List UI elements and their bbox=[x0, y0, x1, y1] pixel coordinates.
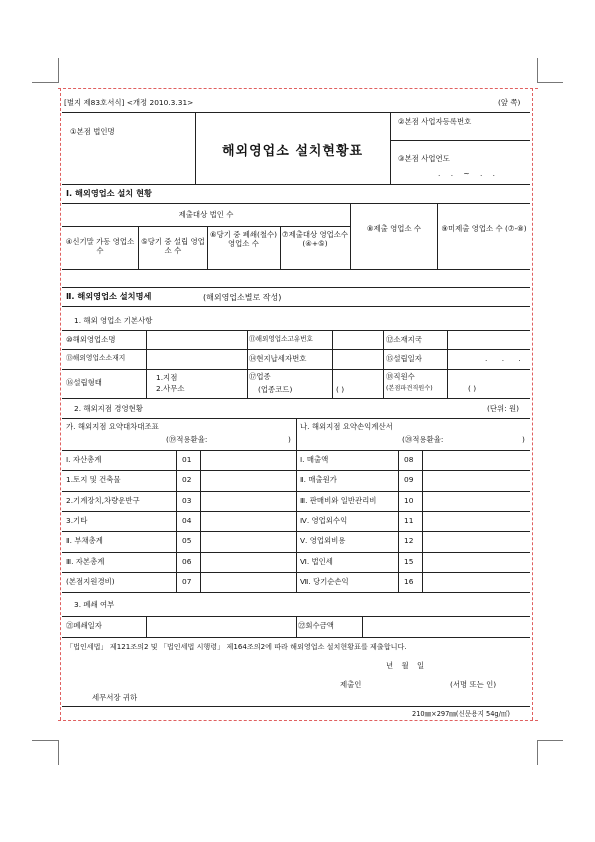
paper-spec: 210㎜×297㎜(신문용지 54g/㎡) bbox=[412, 710, 510, 718]
crop-mark bbox=[537, 740, 538, 765]
company-name-label: ①본점 법인명 bbox=[70, 127, 115, 136]
rule bbox=[62, 203, 530, 204]
page-side: (앞 쪽) bbox=[498, 98, 521, 107]
balance-sheet-rate-close: ) bbox=[288, 435, 291, 444]
field-10-label: ⑩해외영업소명 bbox=[66, 335, 116, 344]
unit-label: (단위: 원) bbox=[487, 404, 520, 413]
col-5-label: ⑤당기 중 설립 영업소 수 bbox=[141, 237, 205, 255]
section-2-heading: Ⅱ. 해외영업소 설치명세 bbox=[66, 291, 152, 301]
balance-sheet-rate: (⑲적용환율: bbox=[166, 435, 208, 444]
rule bbox=[62, 349, 530, 350]
field-17-label: ⑰업종 bbox=[249, 372, 271, 381]
income-row-label: Ⅲ. 판매비와 일반관리비 bbox=[300, 495, 377, 505]
rule bbox=[383, 330, 384, 398]
income-row-label: Ⅵ. 법인세 bbox=[300, 556, 333, 566]
field-17-paren: ( ) bbox=[336, 385, 345, 394]
rule bbox=[176, 450, 177, 592]
closure-heading: 3. 폐쇄 여부 bbox=[74, 600, 115, 609]
rule bbox=[62, 184, 530, 185]
rule bbox=[138, 226, 139, 269]
rule bbox=[146, 330, 147, 398]
balance-sheet-row-code: 03 bbox=[182, 495, 192, 505]
col-9-label: ⑨미제출 영업소 수 (⑦-⑧) bbox=[441, 224, 527, 233]
crop-mark bbox=[58, 740, 59, 765]
field-11-label: ⑪해외영업소고유번호 bbox=[249, 335, 313, 343]
rule bbox=[62, 470, 530, 471]
rule bbox=[296, 418, 297, 592]
income-row-label: Ⅶ. 당기순손익 bbox=[300, 576, 349, 586]
target-count-label: 제출대상 법인 수 bbox=[178, 210, 234, 219]
balance-sheet-title: 가. 해외지점 요약대차대조표 bbox=[66, 422, 159, 431]
rule bbox=[62, 226, 350, 227]
col-6-label: ⑥당기 중 폐쇄(철수) 영업소 수 bbox=[209, 230, 278, 248]
basic-info-heading: 1. 해외 영업소 기본사항 bbox=[74, 316, 153, 325]
submitter-label: 제출인 bbox=[340, 680, 362, 689]
fiscal-year-range: . . ~ . . bbox=[438, 169, 499, 178]
rule bbox=[62, 269, 530, 270]
field-16-label: ⑯설립형태 bbox=[66, 378, 102, 387]
form-number: [별지 제83호서식] <개정 2010.3.31> bbox=[64, 98, 194, 107]
income-row-code: 08 bbox=[404, 455, 414, 464]
income-row-label: Ⅰ. 매출액 bbox=[300, 455, 329, 464]
rule bbox=[62, 330, 530, 331]
rule bbox=[62, 572, 530, 573]
income-row-code: 10 bbox=[404, 495, 414, 505]
balance-sheet-row-label: 1.토지 및 건축물 bbox=[66, 475, 121, 485]
field-14-label: ⑭현지납세자번호 bbox=[249, 354, 307, 363]
field-16-option-2: 2.사무소 bbox=[156, 384, 185, 393]
addressee: 세무서장 귀하 bbox=[92, 693, 138, 702]
balance-sheet-row-label: Ⅲ. 자본총계 bbox=[66, 556, 105, 566]
balance-sheet-row-code: 06 bbox=[182, 556, 192, 566]
rule bbox=[62, 592, 530, 593]
income-row-code: 15 bbox=[404, 556, 414, 566]
rule bbox=[200, 450, 201, 592]
section-1-heading: Ⅰ. 해외영업소 설치 현황 bbox=[66, 188, 152, 198]
margin-guide bbox=[532, 88, 533, 720]
income-row-code: 11 bbox=[404, 515, 414, 525]
crop-mark bbox=[537, 82, 563, 83]
rule bbox=[390, 112, 391, 184]
field-13-label: ⑬해외영업소소재지 bbox=[66, 354, 126, 362]
field-22-label: ㉒회수금액 bbox=[298, 621, 334, 630]
rule bbox=[195, 112, 196, 184]
rule bbox=[362, 616, 363, 637]
rule bbox=[62, 112, 530, 113]
crop-mark bbox=[32, 740, 58, 741]
field-15-label: ⑮설립일자 bbox=[386, 354, 422, 363]
field-18-paren: ( ) bbox=[468, 384, 477, 393]
fiscal-year-label: ③본점 사업연도 bbox=[398, 154, 450, 163]
income-row-code: 12 bbox=[404, 536, 414, 546]
balance-sheet-row-code: 02 bbox=[182, 475, 192, 485]
margin-guide bbox=[58, 720, 538, 721]
rule bbox=[390, 140, 530, 141]
rule bbox=[247, 330, 248, 398]
rule bbox=[447, 330, 448, 398]
submission-date: 년 월 일 bbox=[386, 661, 428, 670]
balance-sheet-row-label: 2.기계장치,차량운반구 bbox=[66, 495, 140, 505]
rule bbox=[62, 450, 530, 451]
balance-sheet-row-code: 05 bbox=[182, 536, 192, 546]
rule bbox=[350, 203, 351, 269]
col-7-label: ⑦제출대상 영업소수 (④+⑤) bbox=[281, 230, 349, 248]
col-4-label: ④신기말 가동 영업소 수 bbox=[65, 237, 135, 255]
field-18-sub: (본점파견직원수) bbox=[386, 385, 433, 392]
rule bbox=[62, 287, 530, 288]
registration-number-label: ②본점 사업자등록번호 bbox=[398, 117, 472, 126]
rule bbox=[62, 511, 530, 512]
balance-sheet-row-code: 07 bbox=[182, 576, 192, 586]
field-17-sub: (업종코드) bbox=[258, 385, 293, 394]
rule bbox=[332, 330, 333, 398]
income-row-label: Ⅴ. 영업외비용 bbox=[300, 536, 346, 546]
rule bbox=[62, 552, 530, 553]
balance-sheet-row-label: Ⅱ. 부채총계 bbox=[66, 536, 103, 546]
rule bbox=[62, 306, 530, 307]
field-12-label: ⑫소재지국 bbox=[386, 335, 422, 344]
field-21-label: ㉑폐쇄일자 bbox=[66, 621, 102, 630]
rule bbox=[62, 637, 530, 638]
status-heading: 2. 해외지점 경영현황 bbox=[74, 404, 143, 413]
section-2-note: (해외영업소별로 작성) bbox=[203, 293, 282, 302]
income-row-label: Ⅳ. 영업외수익 bbox=[300, 515, 348, 525]
rule bbox=[437, 203, 438, 269]
field-18-label: ⑱직원수 bbox=[386, 372, 415, 381]
rule bbox=[398, 450, 399, 592]
field-15-value: . . . bbox=[485, 354, 527, 363]
rule bbox=[422, 450, 423, 592]
submission-statement: 「법인세법」 제121조의2 및 「법인세법 시행령」 제164조의2에 따라 해외영업소 설치현황표를 제출합니다. bbox=[66, 642, 407, 651]
form-title: 해외영업소 설치현황표 bbox=[222, 144, 364, 159]
rule bbox=[62, 398, 530, 399]
crop-mark bbox=[32, 82, 58, 83]
income-row-code: 16 bbox=[404, 576, 414, 586]
rule bbox=[62, 369, 530, 370]
balance-sheet-row-code: 04 bbox=[182, 515, 192, 525]
rule bbox=[62, 531, 530, 532]
income-statement-rate: (⑳적용환율: bbox=[402, 435, 444, 444]
margin-guide bbox=[60, 88, 61, 720]
income-statement-title: 나. 해외지점 요약손익계산서 bbox=[300, 422, 393, 431]
crop-mark bbox=[537, 740, 563, 741]
balance-sheet-row-code: 01 bbox=[182, 455, 192, 464]
balance-sheet-row-label: Ⅰ. 자산총계 bbox=[66, 455, 102, 464]
rule bbox=[146, 616, 147, 637]
balance-sheet-row-label: 3.기타 bbox=[66, 515, 88, 525]
crop-mark bbox=[58, 58, 59, 83]
rule bbox=[62, 491, 530, 492]
margin-guide bbox=[58, 88, 538, 89]
income-statement-rate-close: ) bbox=[522, 435, 525, 444]
rule bbox=[296, 616, 297, 637]
field-16-option-1: 1.지점 bbox=[156, 373, 178, 382]
rule bbox=[62, 706, 530, 707]
crop-mark bbox=[537, 58, 538, 83]
income-row-code: 09 bbox=[404, 475, 414, 485]
col-8-label: ⑧제출 영업소 수 bbox=[366, 224, 422, 233]
sign-label: (서명 또는 인) bbox=[450, 680, 497, 689]
balance-sheet-row-label: (본점지원경비) bbox=[66, 576, 115, 586]
income-row-label: Ⅱ. 매출원가 bbox=[300, 475, 337, 485]
